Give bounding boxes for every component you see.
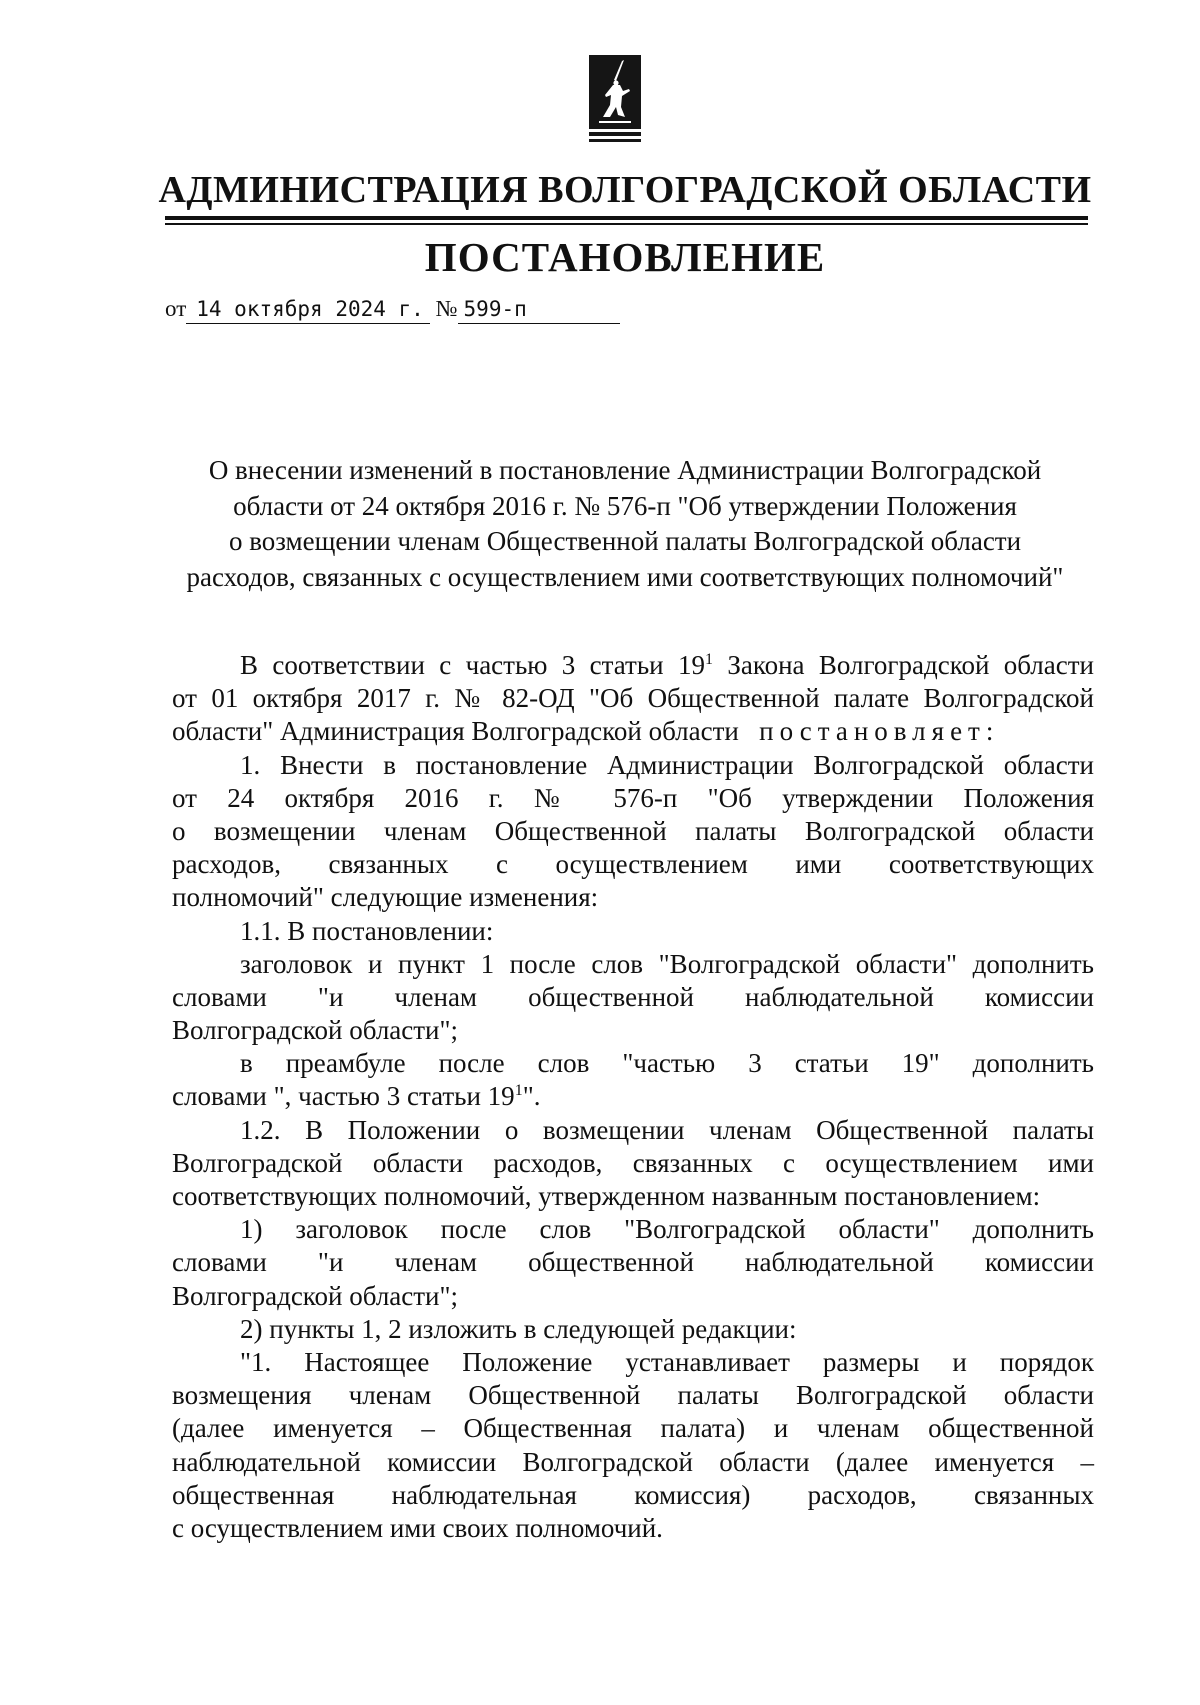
number-label: №	[435, 296, 458, 321]
body-text: области" Администрация Волгоградской области	[172, 716, 739, 747]
body-line	[172, 1080, 1094, 1113]
body-line: возмещения членам Общественной палаты Волгоградской области	[172, 1380, 1094, 1411]
organization-title: АДМИНИСТРАЦИЯ ВОЛГОГРАДСКОЙ ОБЛАСТИ	[158, 169, 1092, 211]
document-body	[172, 649, 1094, 1545]
superscript: 1	[704, 651, 713, 668]
body-line: о возмещении членам Общественной палаты Волгоградской области	[172, 815, 1094, 846]
body-line	[172, 715, 1094, 748]
emblem-icon	[589, 55, 641, 147]
body-line: словами "и членам общественной наблюдательной комиссии	[172, 981, 1094, 1012]
document-subject	[150, 453, 1100, 595]
body-text: В соответствии с частью 3 статьи 19	[240, 650, 705, 680]
subject-line: О внесении изменений в постановление Администрации Волгоградской	[208, 455, 1042, 485]
body-line: 1) заголовок после слов "Волгоградской области" дополнить	[240, 1214, 1094, 1245]
superscript: 1	[514, 1082, 523, 1100]
subject-line: о возмещении членам Общественной палаты Волгоградской области	[228, 526, 1022, 556]
body-line: "1. Настоящее Положение устанавливает размеры и порядок	[240, 1346, 1094, 1377]
header-rule-thick	[165, 216, 1088, 220]
body-text: ".	[522, 1081, 541, 1112]
body-text: Закона Волгоградской области	[712, 650, 1095, 680]
date-from-label: от	[165, 296, 187, 321]
body-line: от 24 октября 2016 г. № 576-п "Об утверждении Положения	[172, 782, 1094, 813]
body-line: 1.2. В Положении о возмещении членам Общественной палаты	[240, 1114, 1094, 1145]
body-line	[172, 649, 1094, 682]
document-type: ПОСТАНОВЛЕНИЕ	[424, 234, 826, 280]
header-rule-thin	[165, 223, 1088, 225]
body-line: от 01 октября 2017 г. № 82-ОД "Об Общественной палате Волгоградской	[172, 683, 1094, 714]
body-line: заголовок и пункт 1 после слов "Волгоградской области" дополнить	[240, 948, 1094, 979]
body-line: 1. Внести в постановление Администрации Волгоградской области	[240, 749, 1094, 780]
subject-line: расходов, связанных с осуществлением ими соответствующих полномочий"	[186, 561, 1064, 592]
decree-word: постановляет:	[759, 716, 1000, 747]
body-line: 1.1. В постановлении:	[240, 915, 494, 946]
body-line: (далее именуется – Общественная палата) и членам общественной	[172, 1413, 1094, 1444]
body-line: Волгоградской области расходов, связанных с осуществлением ими	[172, 1147, 1094, 1178]
body-line: расходов, связанных с осуществлением ими соответствующих	[172, 849, 1094, 880]
body-line: Волгоградской области";	[172, 1280, 459, 1311]
body-line: общественная наблюдательная комиссия) расходов, связанных	[172, 1479, 1094, 1510]
body-text: словами ", частью 3 статьи 19	[172, 1081, 515, 1112]
date-number-line	[165, 294, 620, 324]
body-line: с осуществлением ими своих полномочий.	[172, 1512, 663, 1543]
body-line: в преамбуле после слов "частью 3 статьи 19" дополнить	[240, 1048, 1094, 1079]
body-line: полномочий" следующие изменения:	[172, 882, 599, 913]
body-line: наблюдательной комиссии Волгоградской области (далее именуется –	[172, 1446, 1094, 1477]
document-number: 599-п	[458, 295, 620, 324]
body-line: соответствующих полномочий, утвержденном названным постановлением:	[172, 1181, 1041, 1211]
body-line: Волгоградской области";	[172, 1015, 459, 1046]
document-date: 14 октября 2024 г.	[186, 295, 430, 324]
body-line: словами "и членам общественной наблюдательной комиссии	[172, 1247, 1094, 1278]
subject-line: области от 24 октября 2016 г. № 576-п "Об утверждении Положения	[233, 490, 1017, 521]
body-line: 2) пункты 1, 2 изложить в следующей редакции:	[240, 1313, 797, 1344]
